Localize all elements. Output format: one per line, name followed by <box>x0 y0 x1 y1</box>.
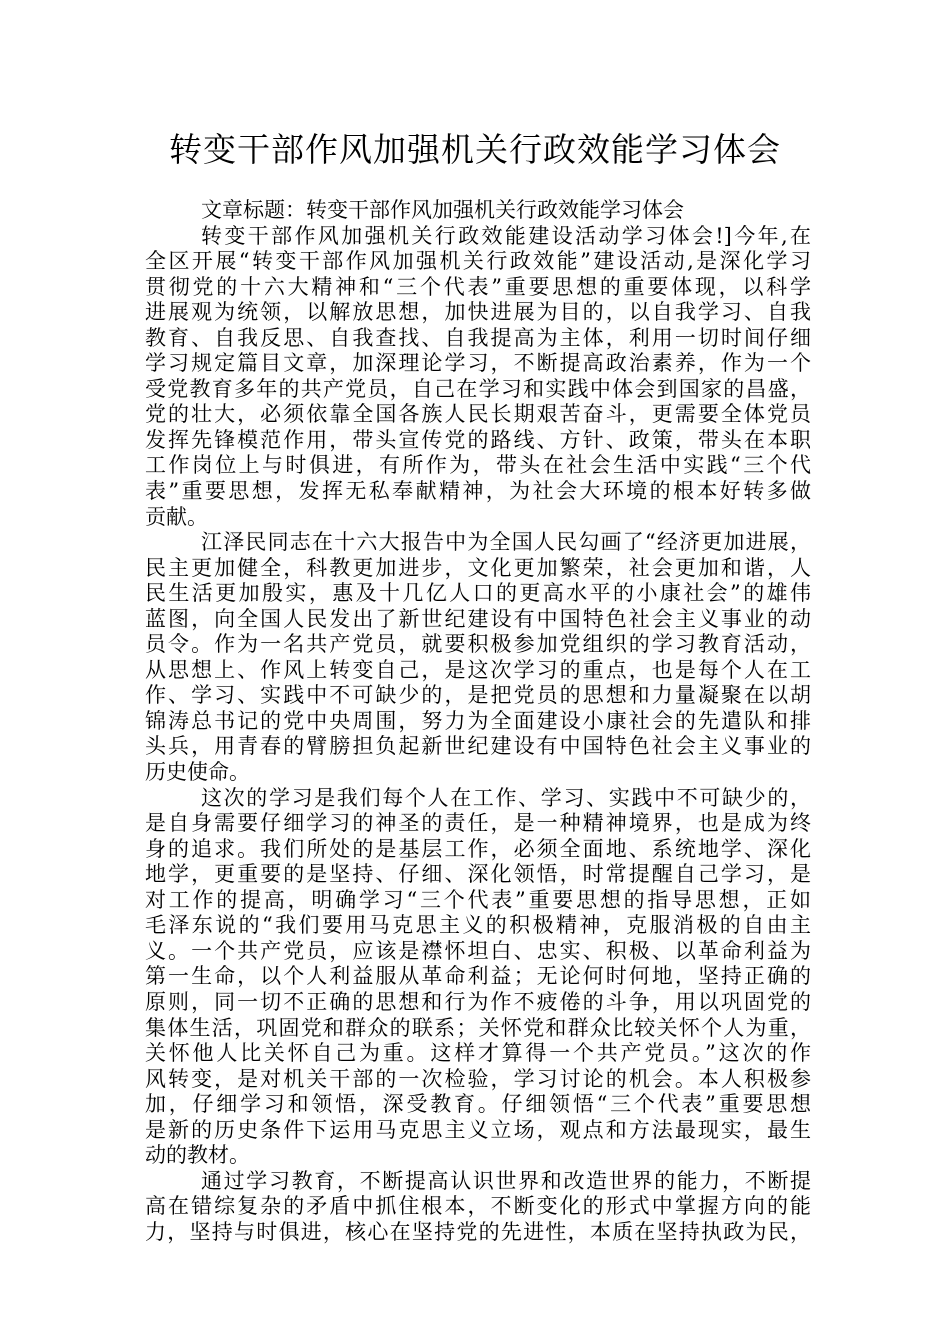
body-line: 集体生活，巩固党和群众的联系；关怀党和群众比较关怀个人为重， <box>145 1015 811 1040</box>
body-line: 受党教育多年的共产党员，自己在学习和实践中体会到国家的昌盛， <box>145 376 811 401</box>
body-line: 地学，更重要的是坚持、仔细、深化领悟，时常提醒自己学习，是 <box>145 862 811 887</box>
body-line: 发挥先锋模范作用，带头宣传党的路线、方针、政策，带头在本职 <box>145 427 811 452</box>
body-line: 贡献。 <box>145 504 208 529</box>
body-line: 历史使命。 <box>145 760 250 785</box>
body-line: 义。一个共产党员，应该是襟怀坦白、忠实、积极、以革命利益为 <box>145 938 811 963</box>
body-line: 加，仔细学习和领悟，深受教育。仔细领悟“三个代表”重要思想 <box>145 1092 811 1117</box>
body-line: 力，坚持与时俱进，核心在坚持党的先进性，本质在坚持执政为民， <box>145 1219 811 1244</box>
body-line: 身的追求。我们所处的是基层工作，必须全面地、系统地学、深化 <box>145 836 811 861</box>
body-line: 学习规定篇目文章，加深理论学习，不断提高政治素养，作为一个 <box>145 351 811 376</box>
body-line: 党的壮大，必须依靠全国各族人民长期艰苦奋斗，更需要全体党员 <box>145 402 811 427</box>
body-line: 高在错综复杂的矛盾中抓住根本，不断变化的形式中掌握方向的能 <box>145 1194 811 1219</box>
document-body <box>145 198 811 1245</box>
body-line: 对工作的提高，明确学习“三个代表”重要思想的指导思想，正如 <box>145 887 811 912</box>
body-line: 转变干部作风加强机关行政效能建设活动学习体会!]今年,在 <box>201 223 811 248</box>
body-line: 动的教材。 <box>145 1143 250 1168</box>
body-line: 关怀他人比关怀自己为重。这样才算得一个共产党员。”这次的作 <box>145 1041 811 1066</box>
body-line: 第一生命，以个人利益服从革命利益；无论何时何地，坚持正确的 <box>145 964 811 989</box>
body-line: 风转变，是对机关干部的一次检验，学习讨论的机会。本人积极参 <box>145 1066 811 1091</box>
body-line: 锦涛总书记的党中央周围，努力为全面建设小康社会的先遣队和排 <box>145 708 811 733</box>
body-line: 蓝图，向全国人民发出了新世纪建设有中国特色社会主义事业的动 <box>145 606 811 631</box>
body-line: 毛泽东说的“我们要用马克思主义的积极精神，克服消极的自由主 <box>145 913 811 938</box>
body-line: 江泽民同志在十六大报告中为全国人民勾画了“经济更加进展， <box>201 530 811 555</box>
body-line: 员令。作为一名共产党员，就要积极参加党组织的学习教育活动， <box>145 632 811 657</box>
body-line: 贯彻党的十六大精神和“三个代表”重要思想的重要体现，以科学 <box>145 274 811 299</box>
body-line: 民生活更加殷实，惠及十几亿人口的更高水平的小康社会”的雄伟 <box>145 581 811 606</box>
body-line: 工作岗位上与时俱进，有所作为，带头在社会生活中实践“三个代 <box>145 453 811 478</box>
document-title: 转变干部作风加强机关行政效能学习体会 <box>169 130 781 169</box>
body-line: 进展观为统领，以解放思想，加快进展为目的，以自我学习、自我 <box>145 300 811 325</box>
body-line: 作、学习、实践中不可缺少的，是把党员的思想和力量凝聚在以胡 <box>145 683 811 708</box>
body-line: 是新的历史条件下运用马克思主义立场，观点和方法最现实，最生 <box>145 1117 811 1142</box>
body-line: 全区开展“转变干部作风加强机关行政效能”建设活动,是深化学习 <box>145 249 811 274</box>
body-line: 民主更加健全，科教更加进步，文化更加繁荣，社会更加和谐，人 <box>145 555 811 580</box>
body-line: 表”重要思想，发挥无私奉献精神，为社会大环境的根本好转多做 <box>145 479 811 504</box>
body-line: 通过学习教育，不断提高认识世界和改造世界的能力，不断提 <box>201 1168 811 1193</box>
body-line: 教育、自我反思、自我查找、自我提高为主体，利用一切时间仔细 <box>145 325 811 350</box>
body-line: 原则，同一切不正确的思想和行为作不疲倦的斗争，用以巩固党的 <box>145 989 811 1014</box>
body-line: 头兵，用青春的臂膀担负起新世纪建设有中国特色社会主义事业的 <box>145 734 811 759</box>
body-line: 从思想上、作风上转变自己，是这次学习的重点，也是每个人在工 <box>145 657 811 682</box>
body-line: 是自身需要仔细学习的神圣的责任，是一种精神境界，也是成为终 <box>145 811 811 836</box>
body-line: 这次的学习是我们每个人在工作、学习、实践中不可缺少的， <box>201 785 811 810</box>
body-line: 文章标题：转变干部作风加强机关行政效能学习体会 <box>201 198 684 222</box>
